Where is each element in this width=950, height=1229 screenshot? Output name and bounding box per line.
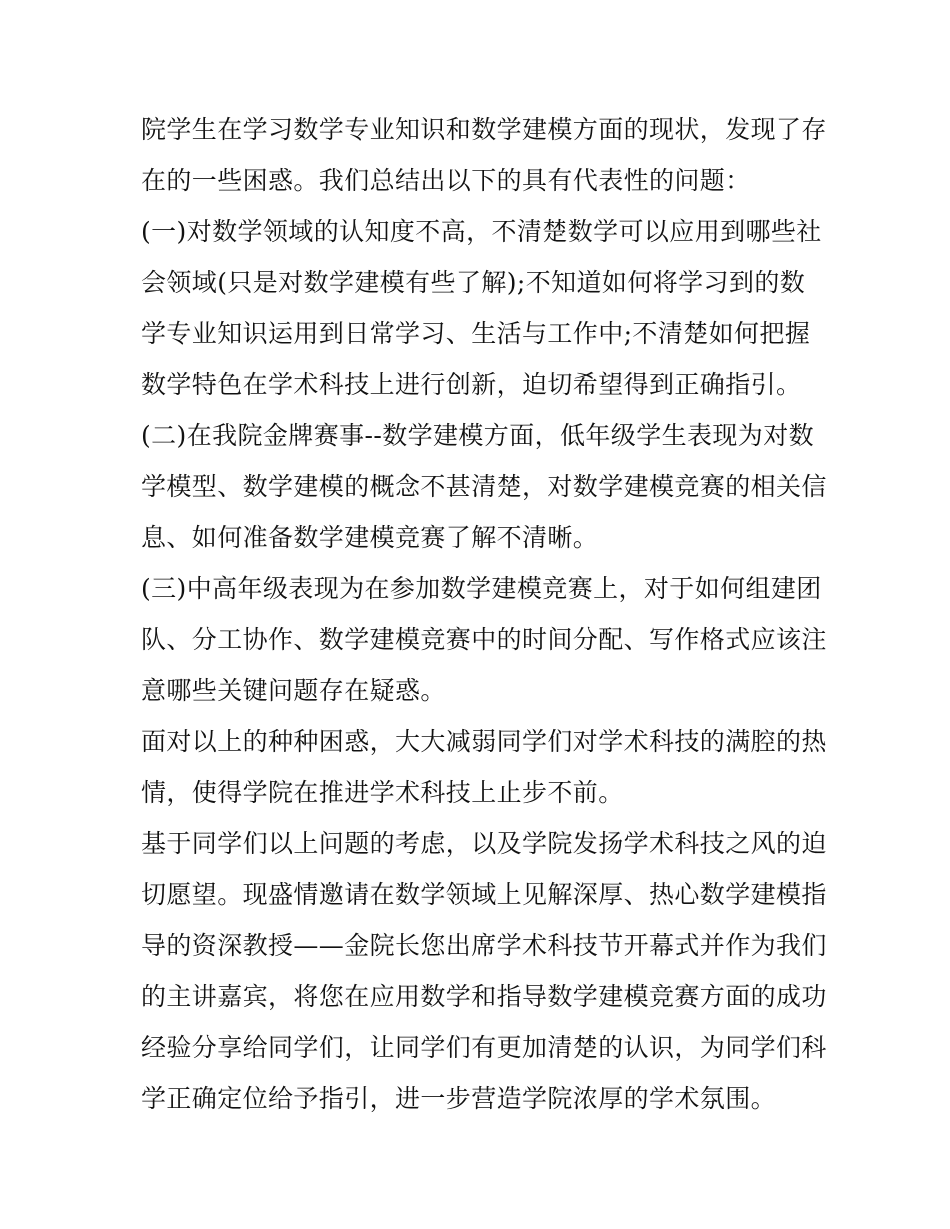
text-line: 经验分享给同学们，让同学们有更加清楚的认识，为同学们科	[141, 1033, 827, 1062]
text-line: (三)中高年级表现为在参加数学建模竞赛上，对于如何组建团	[141, 574, 822, 603]
text-line: 基于同学们以上问题的考虑，以及学院发扬学术科技之风的迫	[141, 829, 827, 858]
text-line: (一)对数学领域的认知度不高，不清楚数学可以应用到哪些社	[141, 217, 822, 246]
text-line: 面对以上的种种困惑，大大减弱同学们对学术科技的满腔的热	[141, 727, 827, 756]
text-line: 学专业知识运用到日常学习、生活与工作中;不清楚如何把握	[141, 319, 811, 348]
text-line: 息、如何准备数学建模竞赛了解不清晰。	[141, 523, 599, 552]
text-line: 在的一些困惑。我们总结出以下的具有代表性的问题：	[141, 166, 751, 195]
text-line: (二)在我院金牌赛事--数学建模方面，低年级学生表现为对数	[141, 421, 815, 450]
text-line: 情，使得学院在推进学术科技上止步不前。	[141, 778, 624, 807]
text-line: 的主讲嘉宾，将您在应用数学和指导数学建模竞赛方面的成功	[141, 982, 827, 1011]
text-line: 队、分工协作、数学建模竞赛中的时间分配、写作格式应该注	[141, 625, 827, 654]
text-line: 会领域(只是对数学建模有些了解);不知道如何将学习到的数	[141, 268, 806, 297]
text-line: 意哪些关键问题存在疑惑。	[141, 676, 446, 705]
text-line: 学正确定位给予指引，进一步营造学院浓厚的学术氛围。	[141, 1084, 777, 1113]
text-line: 导的资深教授——金院长您出席学术科技节开幕式并作为我们	[141, 931, 827, 960]
text-line: 学模型、数学建模的概念不甚清楚，对数学建模竞赛的相关信	[141, 472, 827, 501]
text-line: 数学特色在学术科技上进行创新，迫切希望得到正确指引。	[141, 370, 802, 399]
text-line: 院学生在学习数学专业知识和数学建模方面的现状，发现了存	[141, 115, 827, 144]
document-body	[141, 104, 827, 1124]
text-line: 切愿望。现盛情邀请在数学领域上见解深厚、热心数学建模指	[141, 880, 827, 909]
